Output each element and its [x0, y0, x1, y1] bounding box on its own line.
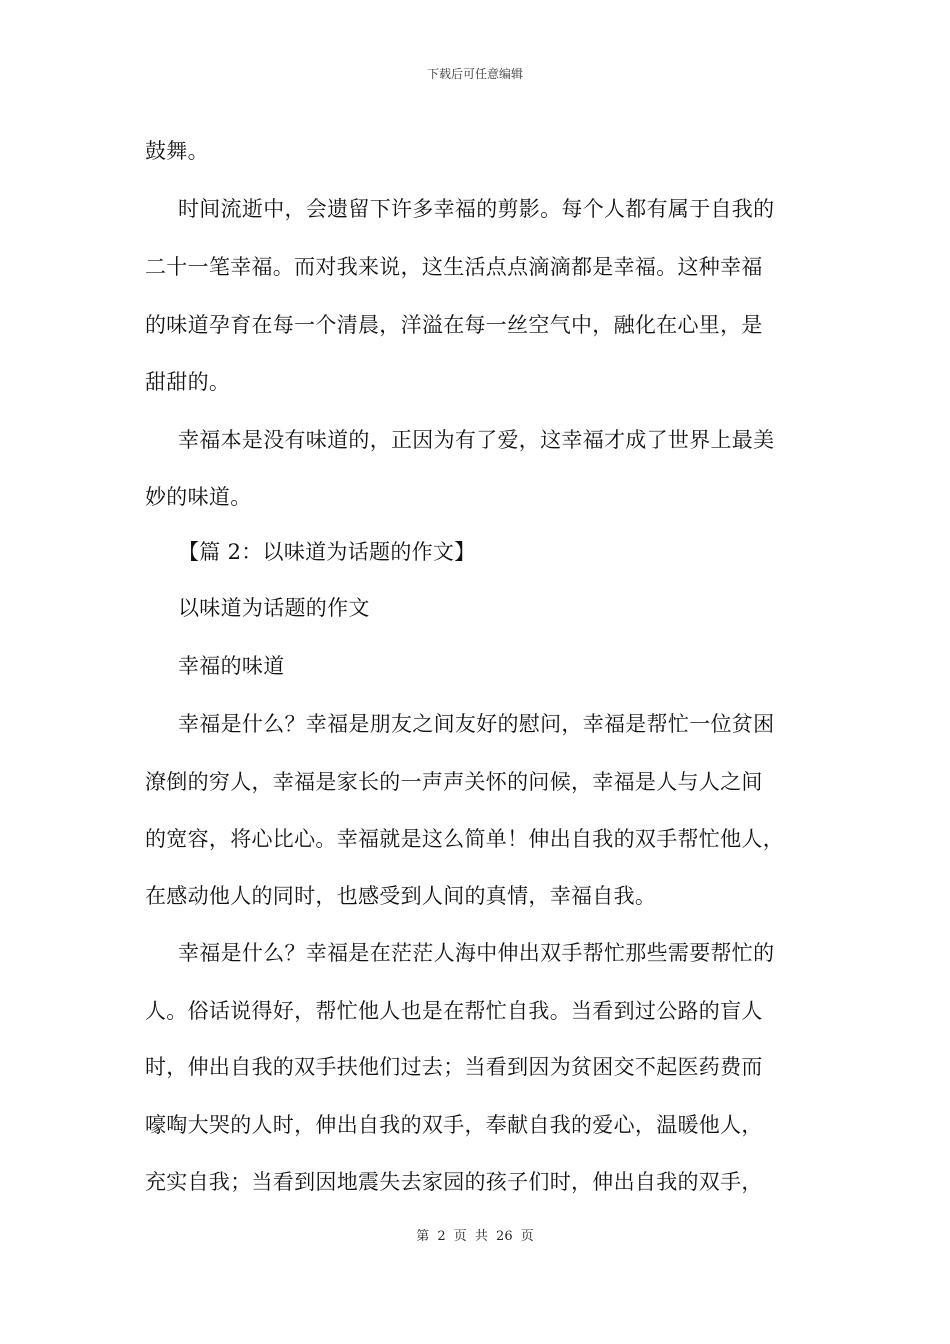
text-line: 妙的味道。 — [145, 485, 252, 509]
text-line: 人。俗话说得好，帮忙他人也是在帮忙自我。当看到过公路的盲人 — [145, 999, 763, 1023]
text-line: 充实自我；当看到因地震失去家园的孩子们时，伸出自我的双手， — [145, 1170, 763, 1194]
page-header: 下载后可任意编辑 — [426, 67, 523, 81]
text-line: 幸福是什么？幸福是在茫茫人海中伸出双手帮忙那些需要帮忙的 — [178, 941, 775, 965]
text-line: 时间流逝中，会遗留下许多幸福的剪影。每个人都有属于自我的 — [178, 197, 775, 221]
text-line: 的味道孕育在每一个清晨，洋溢在每一丝空气中，融化在心里，是 — [145, 313, 763, 337]
text-line: 潦倒的穷人，幸福是家长的一声声关怀的问候，幸福是人与人之间 — [145, 770, 763, 794]
page-footer: 第 2 页 共 26 页 — [416, 1229, 534, 1244]
section-heading: 【篇 2：以味道为话题的作文】 — [178, 540, 476, 564]
text-line: 鼓舞。 — [145, 139, 209, 163]
text-line: 时，伸出自我的双手扶他们过去；当看到因为贫困交不起医药费而 — [145, 1055, 763, 1079]
essay-subtitle: 以味道为话题的作文 — [178, 596, 370, 620]
text-line: 在感动他人的同时，也感受到人间的真情，幸福自我。 — [145, 884, 657, 908]
text-line: 嚎啕大哭的人时，伸出自我的双手，奉献自我的爱心，温暖他人， — [145, 1113, 763, 1137]
text-line: 幸福是什么？幸福是朋友之间友好的慰问，幸福是帮忙一位贫困 — [178, 712, 775, 736]
text-line: 的宽容，将心比心。幸福就是这么简单！伸出自我的双手帮忙他人， — [145, 827, 784, 851]
text-line: 二十一笔幸福。而对我来说，这生活点点滴滴都是幸福。这种幸福 — [145, 255, 763, 279]
text-line: 甜甜的。 — [145, 370, 231, 394]
text-line: 幸福本是没有味道的，正因为有了爱，这幸福才成了世界上最美 — [178, 428, 775, 452]
essay-title: 幸福的味道 — [178, 654, 285, 678]
